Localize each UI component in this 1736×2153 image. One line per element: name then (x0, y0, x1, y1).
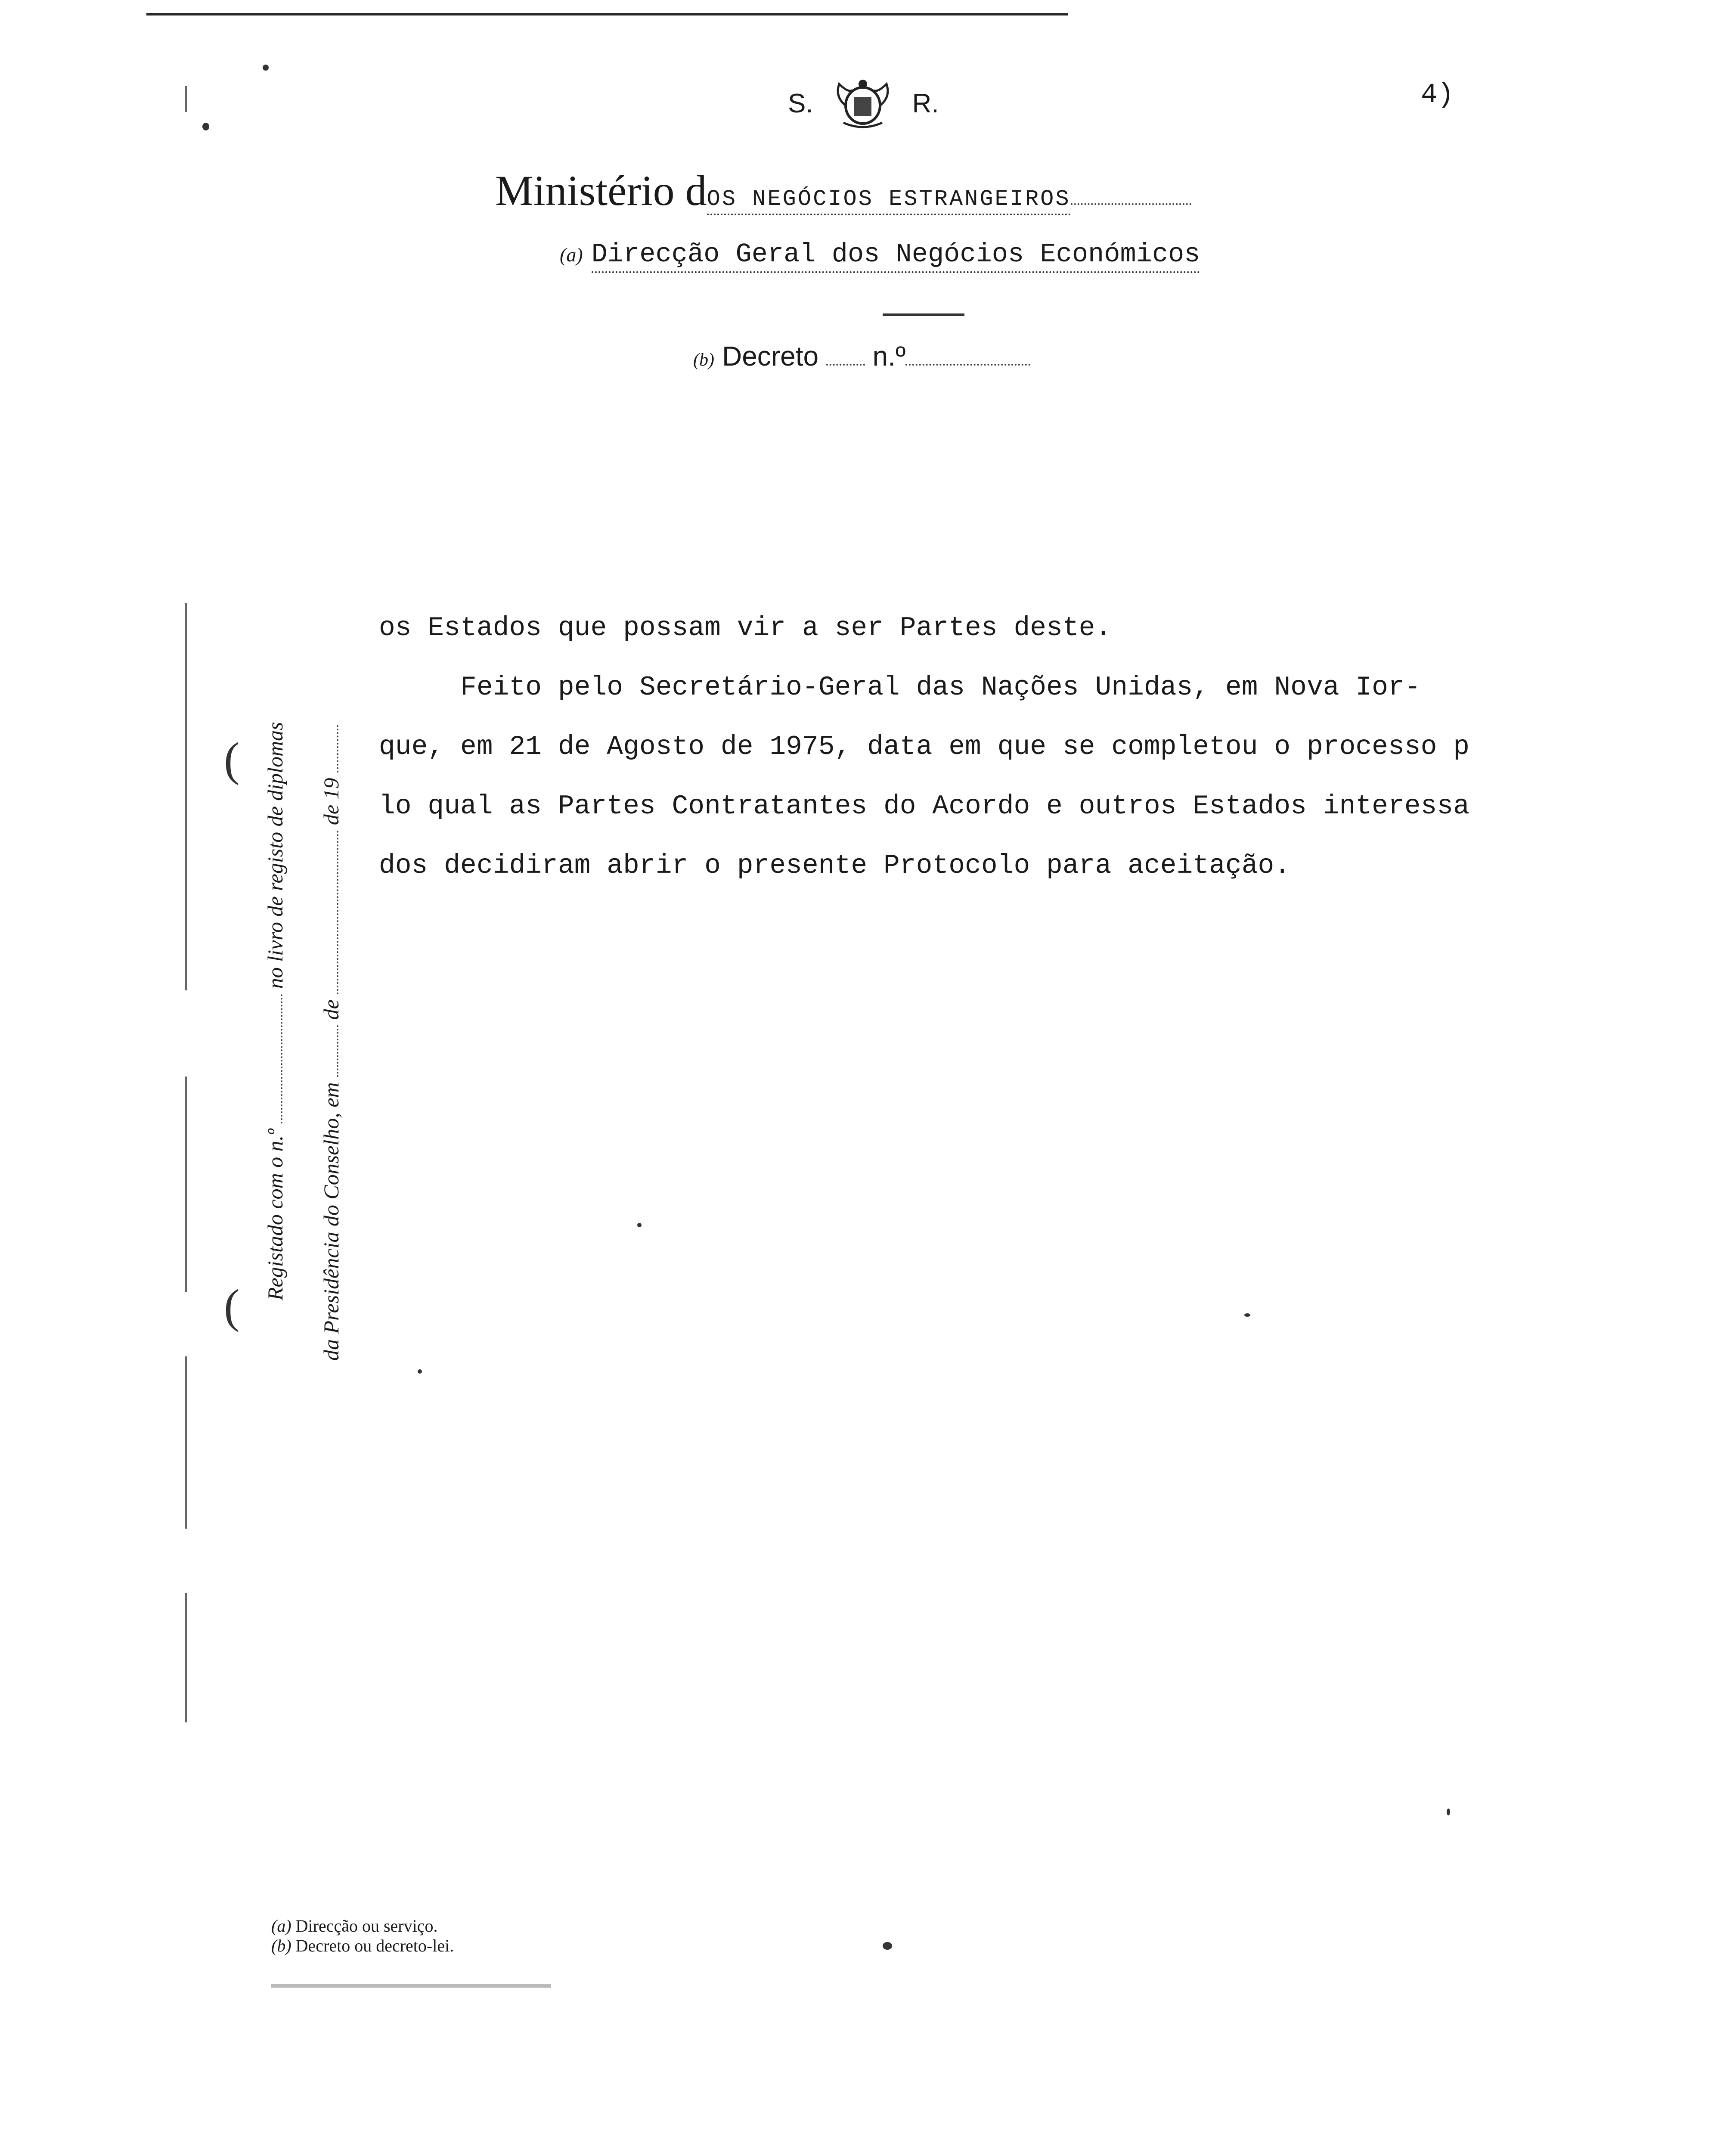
registado-fill-dots (276, 994, 282, 1123)
footnote-b (271, 1936, 454, 1956)
body-line: lo qual as Partes Contratantes do Acordo e outros Estados interessa (379, 791, 1470, 822)
body-line: que, em 21 de Agosto de 1975, data em que se completou o processo p (379, 732, 1470, 762)
illegible-imprint-mark (271, 1981, 551, 1992)
letterhead-sr (788, 75, 939, 131)
year-label: de 19 (319, 778, 343, 825)
scan-speck (883, 1942, 892, 1950)
decreto-label: Decreto (722, 341, 819, 372)
ministry-prefix: Ministério d (495, 167, 707, 214)
page-number: 4) (1421, 80, 1454, 111)
footnote-a-mark: (a) (271, 1916, 291, 1936)
numero-label: n.º (872, 341, 906, 372)
scan-speck (202, 123, 209, 130)
margin-note-line-1 (263, 722, 288, 1300)
margin-bracket-top: ( (224, 733, 240, 785)
de-label: de (319, 999, 343, 1020)
presidencia-fill-dots (332, 1025, 338, 1077)
ministry-name: OS NEGÓCIOS ESTRANGEIROS (707, 186, 1071, 215)
s-letter: S. (788, 88, 813, 118)
scan-speck (1244, 1313, 1250, 1317)
registado-label: Registado com o n.º (263, 1129, 287, 1300)
year-fill-dots (332, 725, 338, 772)
margin-bracket-bottom: ( (224, 1280, 240, 1332)
footnotes (271, 1916, 454, 1956)
left-margin-binding-marks (172, 86, 198, 1722)
livro-label: no livro de registo de diplomas (263, 722, 287, 989)
direcao-name: Direcção Geral dos Negócios Económicos (592, 239, 1200, 273)
decreto-fill-dots (826, 360, 865, 366)
numero-fill-dots (905, 360, 1030, 366)
decreto-line (693, 340, 1030, 372)
footnote-b-text: Decreto ou decreto-lei. (295, 1936, 454, 1955)
body-line: os Estados que possam vir a ser Partes deste. (379, 613, 1112, 643)
republic-coat-of-arms-icon (831, 75, 895, 131)
faint-imprint-code (271, 1981, 551, 1995)
top-rule (146, 13, 1068, 16)
scan-speck (1447, 1809, 1450, 1815)
body-line: dos decidiram abrir o presente Protocolo para aceitação. (379, 850, 1291, 881)
month-fill-dots (332, 831, 338, 994)
ministry-fill-dots (1071, 199, 1191, 205)
direcao-line (560, 239, 1200, 270)
body-text (379, 599, 1602, 896)
footnote-b-mark: (b) (271, 1936, 291, 1955)
presidencia-label: da Presidência do Conselho, em (319, 1082, 343, 1361)
r-letter: R. (912, 88, 939, 118)
margin-note-line-2 (319, 725, 344, 1361)
scan-speck (637, 1223, 642, 1227)
ornamental-divider (883, 313, 964, 316)
scan-speck (418, 1369, 422, 1374)
direcao-mark: (a) (560, 244, 583, 266)
body-line: Feito pelo Secretário-Geral das Nações Unidas, em Nova Ior- (379, 672, 1421, 703)
ministry-line (495, 166, 1191, 215)
footnote-a-text: Direcção ou serviço. (295, 1916, 438, 1936)
decreto-mark: (b) (693, 350, 714, 370)
footnote-a (271, 1916, 454, 1936)
scan-speck (263, 65, 269, 71)
